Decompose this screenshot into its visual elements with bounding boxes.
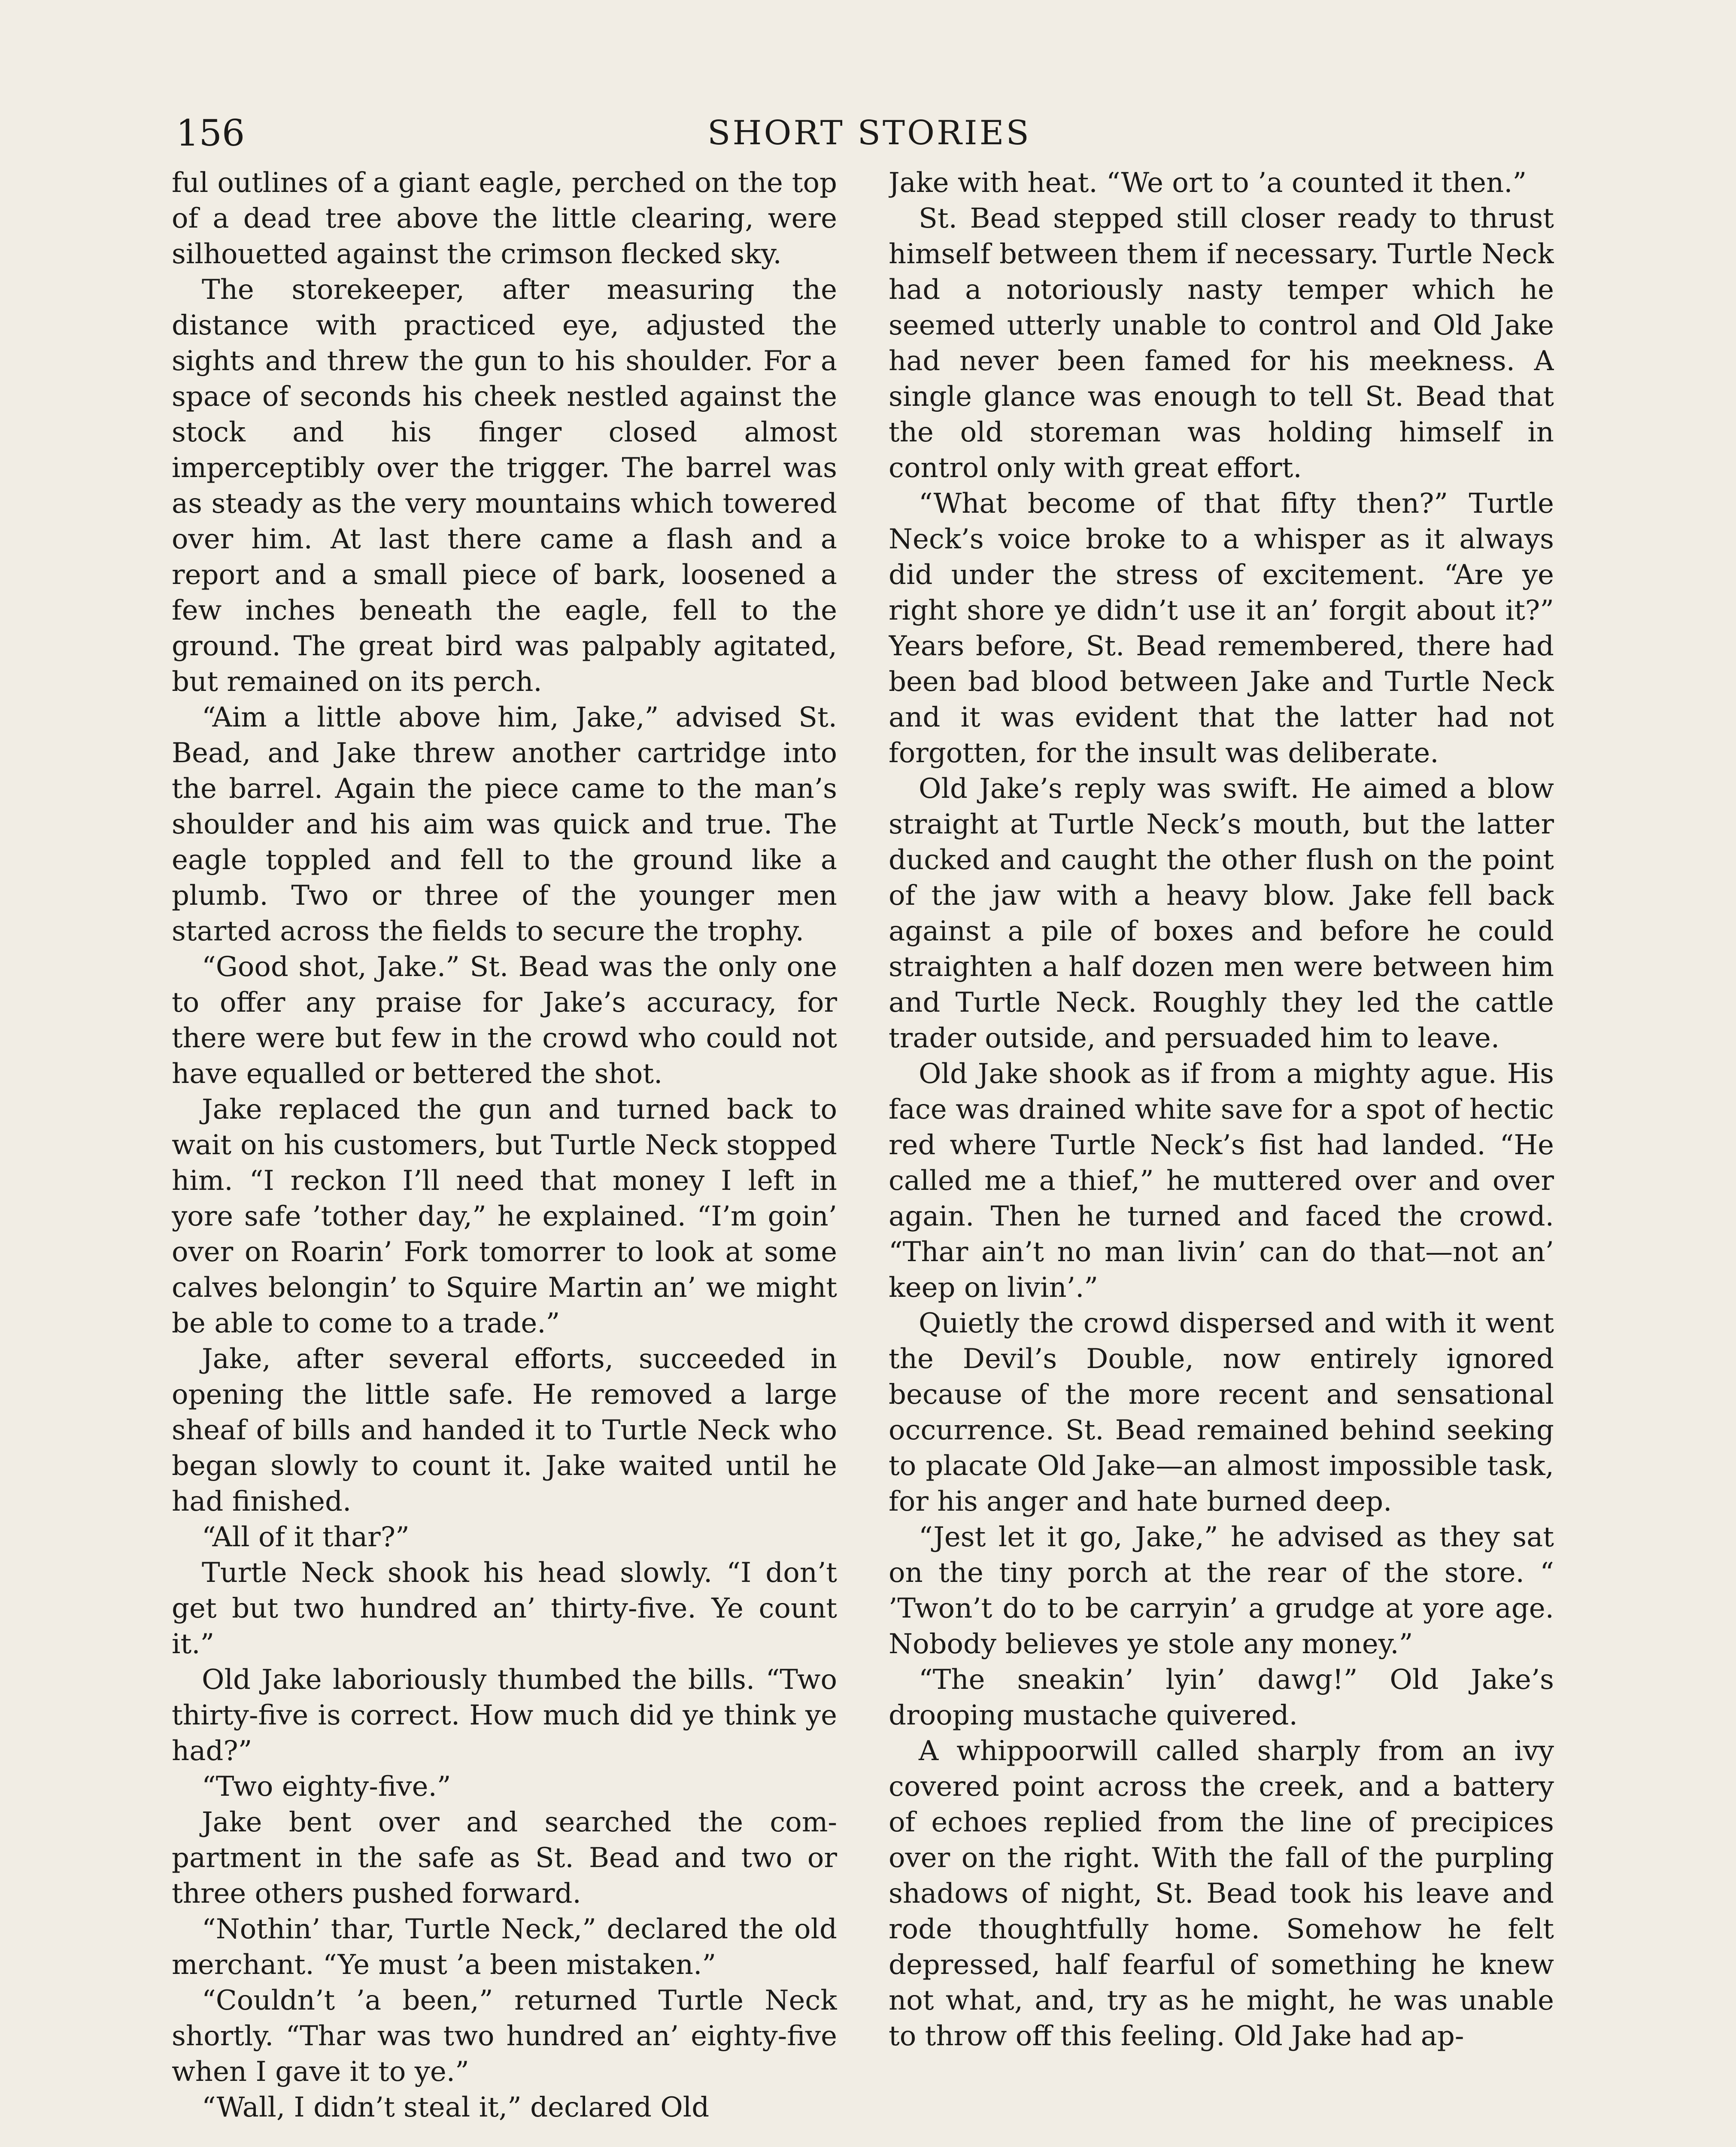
paragraph: “All of it thar?” xyxy=(202,1521,410,1553)
page-number: 156 xyxy=(176,112,245,154)
paragraph: Old Jake laboriously thumbed the bills. “Two thirty-five is correct. How much did ye think ye had?” xyxy=(172,1664,837,1767)
paragraph: “Jest let it go, Jake,” he advised as they sat on the tiny porch at the rear of the store. “ ’Twon’t do to be carryin’ a grudge at yore age. Nobody believes ye stole any money.” xyxy=(889,1521,1554,1660)
left-text-column xyxy=(172,165,837,2147)
paragraph: Old Jake’s reply was swift. He aimed a blow straight at Turtle Neck’s mouth, but the latter ducked and caught the other flush on the point of the jaw with a heavy blow. Jake fell back against a pile of boxes and before he could straighten a half dozen men were between him and Turtle Neck. Roughly they led the cattle trader outside, and persuaded him to leave. xyxy=(889,773,1554,1054)
paragraph: Jake bent over and searched the compartment in the safe as St. Bead and two or three others pushed forward. xyxy=(172,1806,837,1910)
paragraph: Jake with heat. “We ort to ’a counted it then.” xyxy=(889,167,1527,199)
paragraph: St. Bead stepped still closer ready to thrust himself between them if necessary. Turtle Neck had a notoriously nasty temper which he seemed utterly unable to control and Old Jake had never been famed for his meekness. A single glance was enough to tell St. Bead that the old storeman was holding himself in control only with great effort. xyxy=(889,203,1554,484)
paragraph: The storekeeper, after measuring the distance with practiced eye, adjusted the sights and threw the gun to his shoulder. For a space of seconds his cheek nestled against the stock and his finger closed almost imperceptibly over the trigger. The barrel was as steady as the very mountains which towered over him. At last there came a flash and a report and a small piece of bark, loosened a few inches beneath the eagle, fell to the ground. The great bird was palpably agitated, but remained on its perch. xyxy=(172,274,837,698)
paragraph: “Wall, I didn’t steal it,” declared Old xyxy=(202,2092,710,2123)
paragraph: “Two eighty-five.” xyxy=(202,1771,451,1803)
paragraph: “What become of that fifty then?” Turtle Neck’s voice broke to a whisper as it always did under the stress of excitement. “Are ye right shore ye didn’t use it an’ forgit about it?” Years before, St. Bead remembered, there had been bad blood between Jake and Turtle Neck and it was evident that the latter had not forgotten, for the insult was deliberate. xyxy=(889,488,1554,769)
paragraph: “Good shot, Jake.” St. Bead was the only one to offer any praise for Jake’s accuracy, for there were but few in the crowd who could not have equalled or bettered the shot. xyxy=(172,951,837,1090)
paragraph: “Aim a little above him, Jake,” advised St. Bead, and Jake threw another cartridge into the barrel. Again the piece came to the man’s shoulder and his aim was quick and true. The eagle toppled and fell to the ground like a plumb. Two or three of the younger men started across the fields to secure the trophy. xyxy=(172,702,837,947)
paragraph: Old Jake shook as if from a mighty ague. His face was drained white save for a spot of hectic red where Turtle Neck’s fist had landed. “He called me a thief,” he muttered over and over again. Then he turned and faced the crowd. “Thar ain’t no man livin’ can do that—not an’ keep on livin’.” xyxy=(889,1058,1554,1304)
paragraph: ful outlines of a giant eagle, perched on the top of a dead tree above the little clearing, were silhouetted against the crimson flecked sky. xyxy=(172,167,837,270)
paragraph: Quietly the crowd dispersed and with it went the Devil’s Double, now entirely ignored because of the more recent and sensational occurrence. St. Bead remained behind seeking to placate Old Jake—an almost impossible task, for his anger and hate burned deep. xyxy=(889,1308,1554,1517)
paragraph: “Couldn’t ’a been,” returned Turtle Neck shortly. “Thar was two hundred an’ eighty-five when I gave it to ye.” xyxy=(172,1985,837,2088)
paragraph: “The sneakin’ lyin’ dawg!” Old Jake’s drooping mustache quivered. xyxy=(889,1664,1554,1731)
paragraph: “Nothin’ thar, Turtle Neck,” declared the old merchant. “Ye must ’a been mistaken.” xyxy=(172,1913,837,1981)
page-header xyxy=(176,109,1563,161)
running-head-title: SHORT STORIES xyxy=(707,114,1031,152)
paragraph: Jake replaced the gun and turned back to wait on his customers, but Turtle Neck stopped him. “I reckon I’ll need that money I left in yore safe ’tother day,” he explained. “I’m goin’ over on Roarin’ Fork tomorrer to look at some calves belongin’ to Squire Martin an’ we might be able to come to a trade.” xyxy=(172,1094,837,1339)
right-text-column xyxy=(889,165,1554,2147)
paragraph: Turtle Neck shook his head slowly. “I don’t get but two hundred an’ thirty-five. Ye count it.” xyxy=(172,1557,837,1660)
paragraph: Jake, after several efforts, succeeded in opening the little safe. He removed a large sheaf of bills and handed it to Turtle Neck who began slowly to count it. Jake waited until he had finished. xyxy=(172,1343,837,1517)
paragraph: A whippoorwill called sharply from an ivy covered point across the creek, and a battery of echoes replied from the line of precipices over on the right. With the fall of the purpling shadows of night, St. Bead took his leave and rode thoughtfully home. Somehow he felt depressed, half fearful of something he knew not what, and, try as he might, he was unable to throw off this feeling. Old Jake had ap- xyxy=(889,1735,1554,2052)
